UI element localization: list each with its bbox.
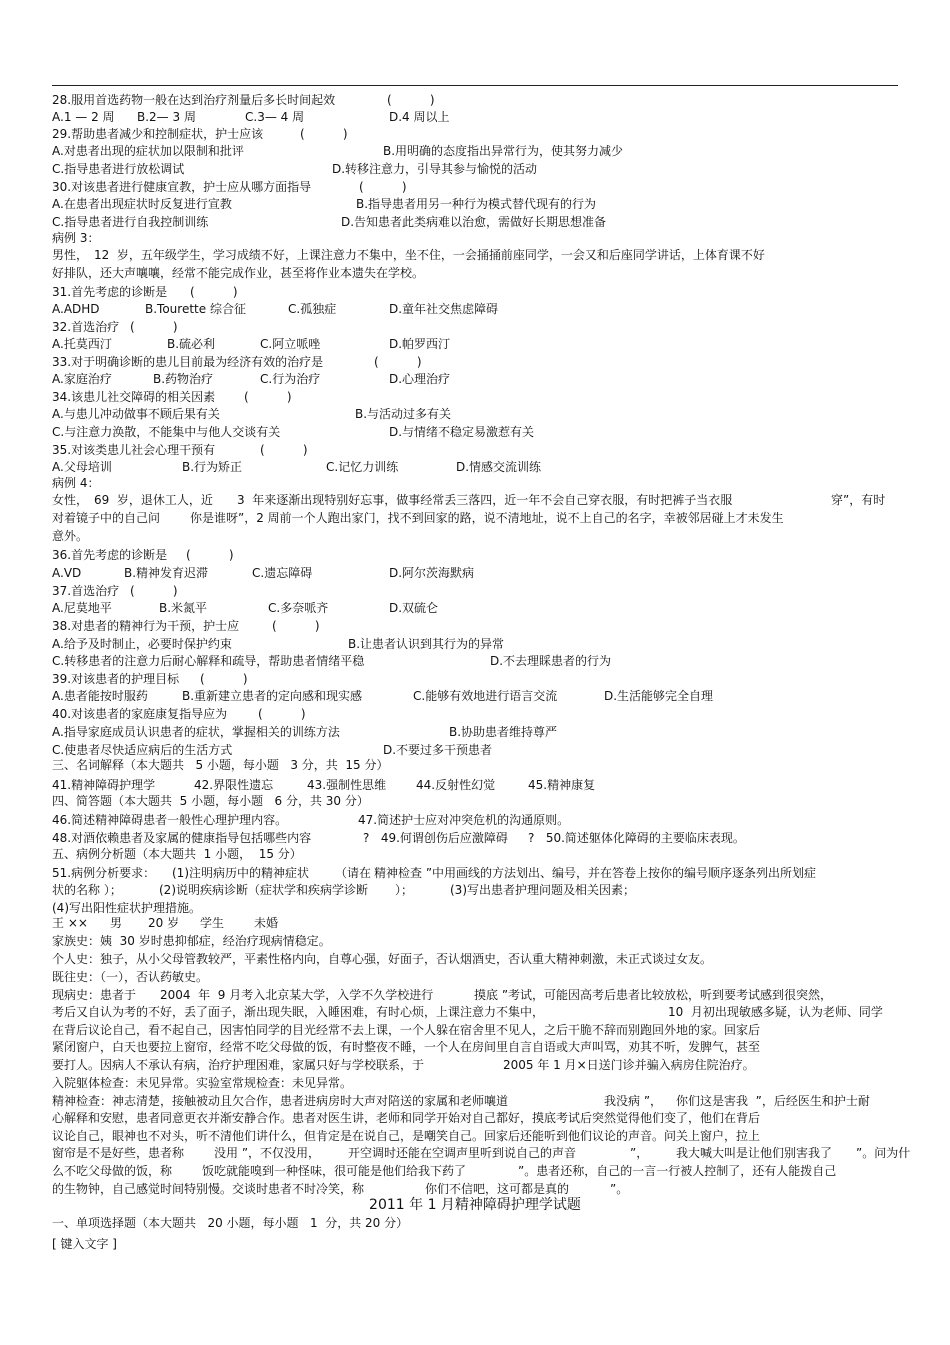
- option-a: A.1 — 2 周: [52, 110, 115, 124]
- option-c: C.指导患者进行自我控制训练: [52, 215, 209, 229]
- term-45: 45.精神康复: [528, 778, 596, 792]
- option-a: A.VD: [52, 566, 82, 580]
- option-a: A.对患者出现的症状加以限制和批评: [52, 144, 244, 158]
- section-3-heading: 三、名词解释（本大题共 5 小题，每小题 3 分，共 15 分）: [52, 758, 389, 772]
- term-44: 44.反射性幻觉: [416, 778, 496, 792]
- section-5-heading: 五、病例分析题（本大题共 1 小题， 15 分）: [52, 847, 302, 861]
- present-illness-2a: 考后又自认为考的不好，丢了面子，渐出现失眠，入睡困难，有时心烦，上课注意力不集中，: [52, 1005, 545, 1019]
- q51-line-2b: (2)说明疾病诊断（症状学和疾病学诊断: [159, 883, 368, 897]
- question-stem: 30.对该患者进行健康宣教，护士应从哪方面指导: [52, 180, 312, 194]
- question-stem: 28.服用首选药物一般在达到治疗剂量后多长时间起效: [52, 93, 336, 107]
- term-43: 43.强制性思维: [307, 778, 387, 792]
- option-b: B.用明确的态度指出异常行为，使其努力减少: [383, 144, 624, 158]
- question-stem: 32.首选治疗: [52, 320, 120, 334]
- question-47: 47.简述护士应对冲突危机的沟通原则。: [358, 813, 570, 827]
- question-stem: 36.首先考虑的诊断是: [52, 548, 168, 562]
- mental-exam-4b: 没用 ”，不仅没用，: [214, 1146, 321, 1160]
- patient-sex: 男: [110, 916, 123, 930]
- option-c: C.阿立哌唑: [260, 337, 321, 351]
- personal-history: 个人史：独子，从小父母管教较严，平素性格内向，自尊心强，好面子，否认烟酒史，否认重大精神刺激，未正式谈过女友。: [52, 952, 713, 966]
- option-d: D.4 周以上: [389, 110, 450, 124]
- present-illness-3: 在背后议论自己，看不起自己，因害怕同学的目光经常不去上课，一个人躲在宿舍里不见人，之后干脆不辞而别跑回外地的家。回家后: [52, 1023, 761, 1037]
- option-d: D.心理治疗: [389, 372, 451, 386]
- answer-blank: ( ): [387, 93, 435, 107]
- option-a: A.在患者出现症状时反复进行宣教: [52, 197, 232, 211]
- option-d: D.生活能够完全自理: [604, 689, 714, 703]
- case-4-line-1d: 穿”，有时: [831, 493, 886, 507]
- section-1-heading: 一、单项选择题（本大题共 20 小题，每小题 1 分，共 20 分）: [52, 1216, 409, 1230]
- present-illness-1c: 摸底 ”考试，可能因高考后患者比较放松，听到要考试感到很突然，: [474, 988, 833, 1002]
- q51-line-3: (4)写出阳性症状护理措施。: [52, 901, 201, 915]
- question-stem: 38.对患者的精神行为干预，护士应: [52, 619, 240, 633]
- q51-line-1d: 精神检查 ”中用画线的方法划出、编号，并在答卷上按你的编号顺序逐条列出所划症: [374, 866, 817, 880]
- mental-exam-4e: 我大喊大叫是让他们别害我了: [676, 1146, 833, 1160]
- physical-exam: 入院躯体检查：未见异常。实验室常规检查：未见异常。: [52, 1076, 353, 1090]
- option-d: D.不去理睬患者的行为: [490, 654, 612, 668]
- answer-blank: ( ): [130, 320, 178, 334]
- present-illness-5b: 2005 年 1 月×日送门诊并骗入病房住院治疗。: [503, 1058, 755, 1072]
- answer-blank: ( ): [258, 707, 306, 721]
- answer-blank: ( ): [374, 355, 422, 369]
- option-d: D.情感交流训练: [456, 460, 542, 474]
- option-c: C.遗忘障碍: [252, 566, 313, 580]
- question-50: ? 50.简述躯体化障碍的主要临床表现。: [528, 831, 745, 845]
- case-3-line-2: 好排队，还大声嚷嚷，经常不能完成作业，甚至将作业本遗失在学校。: [52, 266, 425, 280]
- option-c: C.记忆力训练: [326, 460, 399, 474]
- case-4-line-1c: 3 年来逐渐出现特别好忘事，做事经常丢三落四，近一年不会自己穿衣服，有时把裤子当衣服: [237, 493, 733, 507]
- q51-line-2c: ）；: [395, 883, 414, 897]
- option-b: B.让患者认识到其行为的异常: [348, 637, 505, 651]
- mental-exam-4c: 开空调时还能在空调声里听到说自己的声音: [348, 1146, 577, 1160]
- present-illness-2b: 10 月初出现敏感多疑，认为老师、同学: [668, 1005, 883, 1019]
- patient-age: 20 岁: [148, 916, 180, 930]
- family-history: 家族史：姨 30 岁时患抑郁症，经治疗现病情稳定。: [52, 934, 331, 948]
- patient-occupation: 学生: [200, 916, 225, 930]
- option-d: D.告知患者此类病难以治愈，需做好长期思想准备: [341, 215, 607, 229]
- mental-exam-5a: 么不吃父母做的饭，称: [52, 1164, 173, 1178]
- q51-line-1a: 51.病例分析要求：: [52, 866, 156, 880]
- question-stem: 39.对该患者的护理目标: [52, 672, 180, 686]
- patient-name: 王 ××: [52, 916, 88, 930]
- case-4-heading: 病例 4：: [52, 476, 100, 490]
- answer-blank: ( ): [244, 390, 292, 404]
- answer-blank: ( ): [200, 672, 248, 686]
- mental-exam-4a: 窗帘是不是好些，患者称: [52, 1146, 185, 1160]
- case-3-line-1a: 男性，: [52, 248, 89, 262]
- present-illness-5a: 要打人。因病人不承认有病，治疗护理困难，家属只好与学校联系，于: [52, 1058, 425, 1072]
- option-a: A.托莫西汀: [52, 337, 112, 351]
- option-d: D.与情绪不稳定易激惹有关: [389, 425, 535, 439]
- option-b: B.行为矫正: [182, 460, 243, 474]
- option-a: A.ADHD: [52, 302, 100, 316]
- option-d: D.双硫仑: [389, 601, 439, 615]
- option-d: D.童年社交焦虑障碍: [389, 302, 499, 316]
- answer-blank: ( ): [272, 619, 320, 633]
- option-c: C.转移患者的注意力后耐心解释和疏导，帮助患者情绪平稳: [52, 654, 365, 668]
- option-c: C.能够有效地进行语言交流: [413, 689, 558, 703]
- question-stem: 29.帮助患者减少和控制症状，护士应该: [52, 127, 264, 141]
- question-stem: 35.对该类患儿社会心理干预有: [52, 443, 216, 457]
- q51-line-1c: （请在: [335, 866, 372, 880]
- option-c: C.行为治疗: [260, 372, 321, 386]
- case-4-line-3: 意外。: [52, 529, 89, 543]
- option-a: A.父母培训: [52, 460, 112, 474]
- option-c: C.指导患者进行放松调试: [52, 162, 185, 176]
- mental-exam-1a: 精神检查：神志清楚，接触被动且欠合作，患者进病房时大声对陪送的家属和老师嚷道: [52, 1094, 509, 1108]
- option-a: A.尼莫地平: [52, 601, 112, 615]
- case-4-line-1b: 69 岁，退休工人，近: [94, 493, 213, 507]
- q51-line-2a: 状的名称 ）；: [52, 883, 122, 897]
- answer-blank: ( ): [300, 127, 348, 141]
- case-4-line-2a: 对着镜子中的自己问: [52, 511, 161, 525]
- question-49: ? 49.何谓创伤后应激障碍: [363, 831, 508, 845]
- option-c: C.使患者尽快适应病后的生活方式: [52, 743, 233, 757]
- case-3-heading: 病例 3：: [52, 231, 100, 245]
- option-a: A.与患儿冲动做事不顾后果有关: [52, 407, 220, 421]
- mental-exam-6b: 你们不信吧，这可都是真的: [425, 1182, 570, 1196]
- answer-blank: ( ): [359, 180, 407, 194]
- present-illness-4: 紧闭窗户，白天也要拉上窗帘，经常不吃父母做的饭，有时整夜不睡，一个人在房间里自言自语或大声叫骂，劝其不听，发脾气，甚至: [52, 1040, 761, 1054]
- mental-exam-1c: 你们这是害我 ”，后经医生和护士耐: [676, 1094, 870, 1108]
- mental-exam-5c: ”。患者还称，自己的一言一行被人控制了，还有人能拨自己: [518, 1164, 837, 1178]
- question-46: 46.简述精神障碍患者一般性心理护理内容。: [52, 813, 288, 827]
- mental-exam-1b: 我没病 ”，: [604, 1094, 663, 1108]
- mental-exam-4d: ”，: [630, 1146, 649, 1160]
- question-stem: 37.首选治疗: [52, 584, 120, 598]
- section-4-heading: 四、简答题（本大题共 5 小题，每小题 6 分，共 30 分）: [52, 794, 369, 808]
- question-stem: 40.对该患者的家庭康复指导应为: [52, 707, 228, 721]
- q51-line-1b: (1)注明病历中的精神症状: [172, 866, 309, 880]
- answer-blank: ( ): [186, 548, 234, 562]
- question-stem: 33.对于明确诊断的患儿目前最为经济有效的治疗是: [52, 355, 324, 369]
- option-b: B.与活动过多有关: [355, 407, 452, 421]
- option-d: D.帕罗西汀: [389, 337, 451, 351]
- option-b: B.重新建立患者的定向感和现实感: [182, 689, 363, 703]
- term-41: 41.精神障碍护理学: [52, 778, 156, 792]
- option-a: A.家庭治疗: [52, 372, 112, 386]
- case-4-line-2b: 你是谁呀”，2 周前一个人跑出家门，找不到回家的路，说不清地址，说不上自己的名字，幸被邻居碰上才未发生: [190, 511, 784, 525]
- footer-text: [ 键入文字 ]: [52, 1237, 117, 1251]
- answer-blank: ( ): [130, 584, 178, 598]
- option-d: D.阿尔茨海默病: [389, 566, 475, 580]
- option-c: C.与注意力涣散，不能集中与他人交谈有关: [52, 425, 281, 439]
- mental-exam-5b: 饭吃就能嗅到一种怪味，很可能是他们给我下药了: [202, 1164, 467, 1178]
- option-b: B.指导患者用另一种行为模式替代现有的行为: [356, 197, 597, 211]
- term-42: 42.界限性遗忘: [194, 778, 274, 792]
- option-c: C.3— 4 周: [245, 110, 305, 124]
- case-4-line-1a: 女性，: [52, 493, 89, 507]
- q51-line-2d: (3)写出患者护理问题及相关因素；: [450, 883, 635, 897]
- present-illness-1a: 现病史：患者于: [52, 988, 137, 1002]
- option-c: C.多奈哌齐: [268, 601, 329, 615]
- footer-placeholder: [52, 1237, 117, 1265]
- mental-exam-6a: 的生物钟，自己感觉时间特别慢。交谈时患者不时冷笑，称: [52, 1182, 365, 1196]
- option-c: C.孤独症: [288, 302, 337, 316]
- option-b: B.精神发育迟滞: [124, 566, 209, 580]
- case-3-line-1b: 12 岁，五年级学生，学习成绩不好，上课注意力不集中，坐不住，一会捅捅前座同学，一会又和后座同学讲话，上体育课不好: [94, 248, 765, 262]
- option-b: B.2— 3 周: [137, 110, 196, 124]
- question-48: 48.对酒依赖患者及家属的健康指导包括哪些内容: [52, 831, 312, 845]
- patient-marital-status: 未婚: [254, 916, 279, 930]
- answer-blank: ( ): [190, 285, 238, 299]
- question-stem: 34.该患儿社交障碍的相关因素: [52, 390, 216, 404]
- option-a: A.指导家庭成员认识患者的症状，掌握相关的训练方法: [52, 725, 340, 739]
- present-illness-1b: 2004 年 9 月考入北京某大学，入学不久学校进行: [160, 988, 434, 1002]
- option-a: A.患者能按时服药: [52, 689, 148, 703]
- mental-exam-6c: ”。: [610, 1182, 629, 1196]
- answer-blank: ( ): [260, 443, 308, 457]
- mental-exam-4f: ”。问为什: [856, 1146, 911, 1160]
- option-d: D.转移注意力，引导其参与愉悦的活动: [332, 162, 538, 176]
- option-d: D.不要过多干预患者: [383, 743, 493, 757]
- option-b: B.Tourette 综合征: [145, 302, 246, 316]
- mental-exam-3: 议论自己，眼神也不对头，听不清他们讲什么，但肯定是在说自己，是嘲笑自己。回家后还能听到他们议论的声音。问关上窗户，拉上: [52, 1129, 761, 1143]
- option-b: B.硫必利: [167, 337, 216, 351]
- option-b: B.协助患者维持尊严: [449, 725, 558, 739]
- option-a: A.给予及时制止，必要时保护约束: [52, 637, 232, 651]
- option-b: B.药物治疗: [153, 372, 214, 386]
- question-stem: 31.首先考虑的诊断是: [52, 285, 168, 299]
- exam-title: 2011 年 1 月精神障碍护理学试题: [369, 1197, 581, 1213]
- mental-exam-2: 心解释和安慰，患者同意更衣并渐安静合作。患者对医生讲，老师和同学开始对自己都好，摸底考试后突然觉得他们变了，他们在背后: [52, 1111, 761, 1125]
- option-b: B.米氮平: [159, 601, 208, 615]
- top-rule: [52, 85, 898, 86]
- past-history: 既往史：（一），否认药敏史。: [52, 970, 209, 984]
